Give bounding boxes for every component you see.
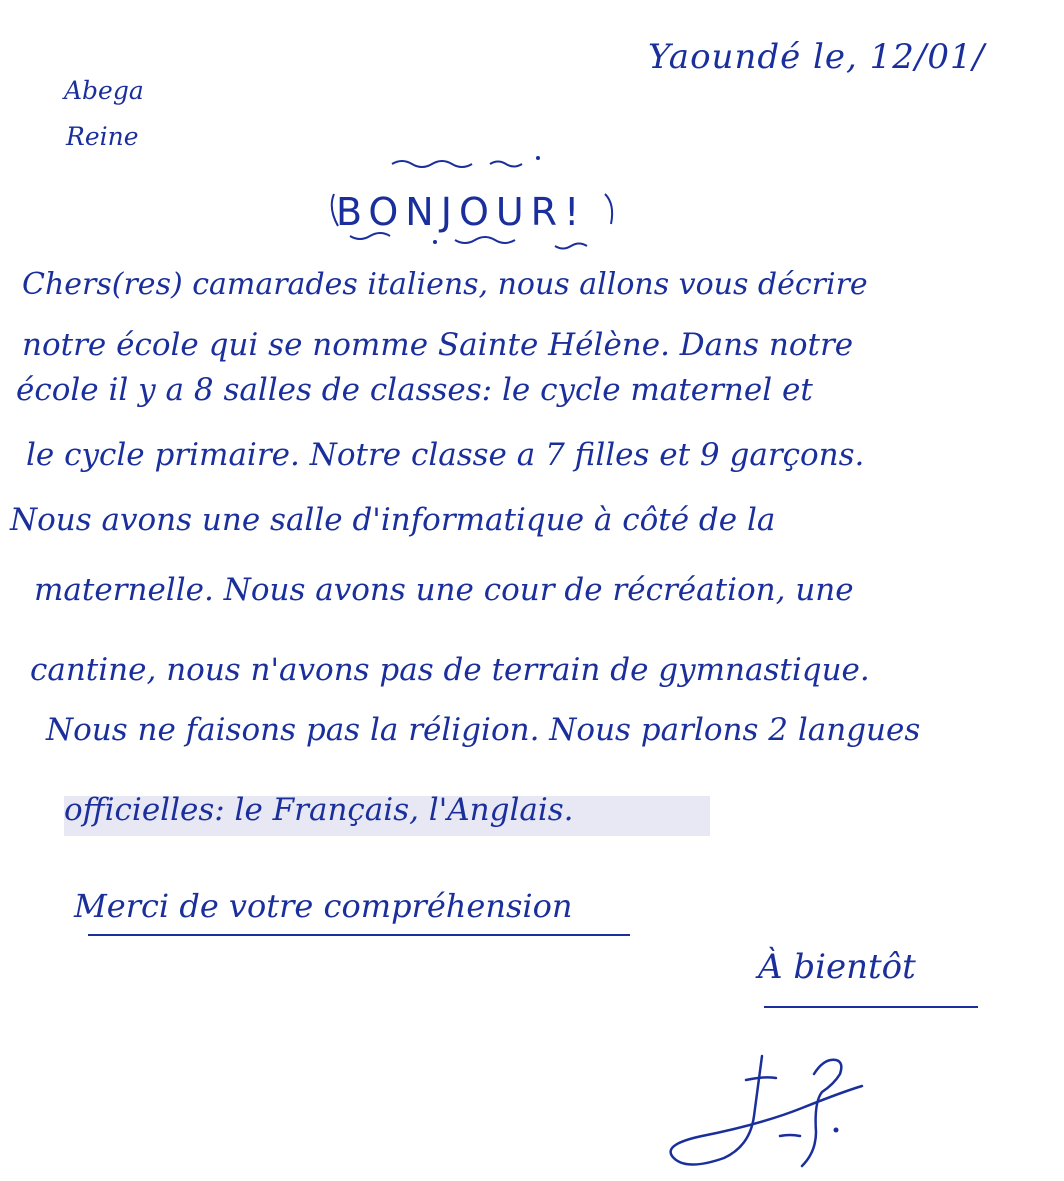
letter-date: Yaoundé le, 12/01/ [648, 37, 986, 77]
sender-last-name: Reine [66, 122, 139, 151]
signature [664, 1050, 884, 1170]
body-line: le cycle primaire. Notre classe a 7 filles et 9 garçons. [26, 437, 865, 473]
greeting-title: BONJOUR! [336, 190, 587, 234]
greeting-banner [330, 150, 630, 265]
body-line: école il y a 8 salles de classes: le cycle maternel et [16, 372, 813, 408]
body-line: notre école qui se nomme Sainte Hélène. Dans notre [22, 327, 854, 363]
closing-line: À bientôt [758, 947, 916, 987]
closing-underline [764, 1006, 978, 1008]
body-line: maternelle. Nous avons une cour de récréation, une [34, 572, 854, 608]
body-line: Nous avons une salle d'informatique à côté de la [10, 502, 776, 538]
sender-first-name: Abega [64, 76, 144, 105]
body-line: Chers(res) camarades italiens, nous allons vous décrire [22, 267, 868, 302]
body-line: Nous ne faisons pas la réligion. Nous parlons 2 langues [46, 712, 921, 748]
body-line: cantine, nous n'avons pas de terrain de gymnastique. [30, 652, 870, 688]
body-line: officielles: le Français, l'Anglais. [64, 792, 574, 828]
thanks-line: Merci de votre compréhension [74, 887, 573, 925]
thanks-underline [88, 934, 630, 936]
